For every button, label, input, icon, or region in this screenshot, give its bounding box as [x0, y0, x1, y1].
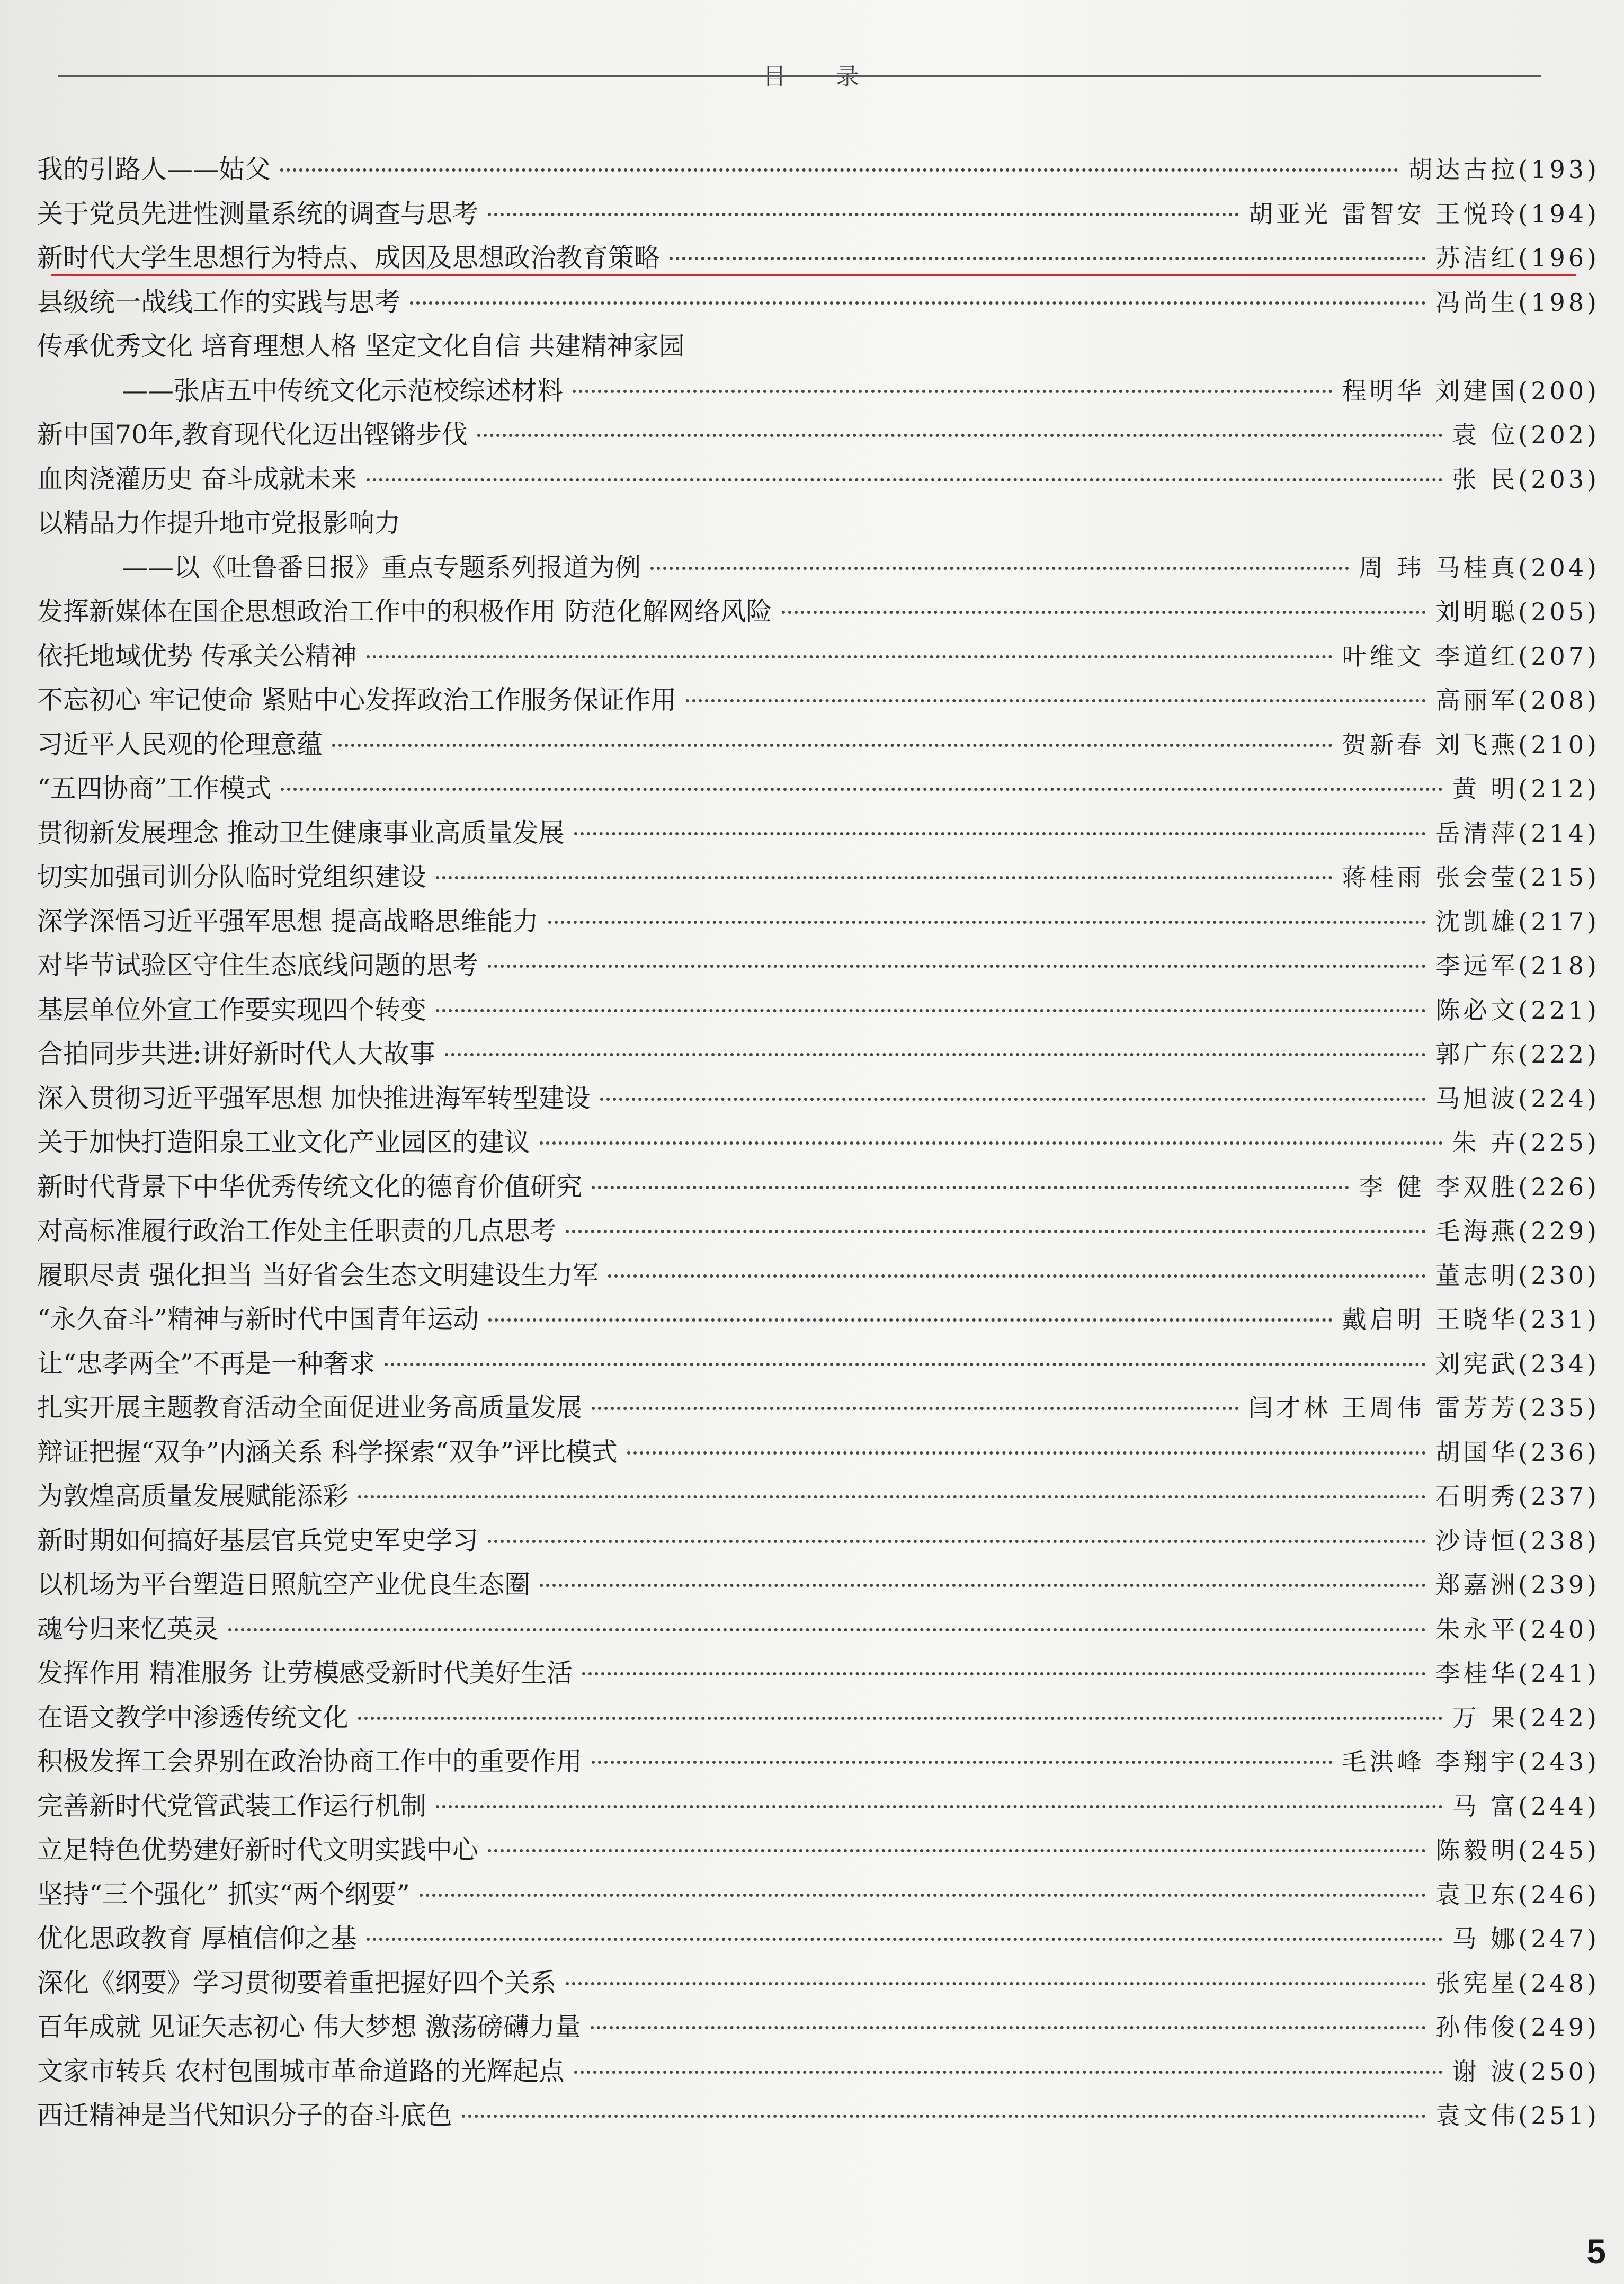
- toc-entry: [37, 236, 1600, 280]
- toc-entry-author-page: 叶维文 李道红(207): [1342, 641, 1600, 671]
- toc-entry: [37, 546, 1600, 590]
- toc-entry: [37, 634, 1600, 679]
- toc-leader-dots: [574, 832, 1426, 835]
- toc-entry: [37, 678, 1600, 722]
- toc-entry: [37, 1916, 1600, 1961]
- toc-leader-dots: [592, 1407, 1239, 1410]
- toc-entry-title: 基层单位外宣工作要实现四个转变: [37, 994, 427, 1025]
- toc-leader-dots: [566, 1982, 1426, 1985]
- toc-entry-title: 发挥新媒体在国企思想政治工作中的积极作用 防范化解网络风险: [37, 596, 772, 627]
- toc-leader-dots: [488, 213, 1239, 216]
- toc-leader-dots: [592, 1761, 1333, 1764]
- toc-entry: [37, 1165, 1600, 1209]
- toc-entry-author-page: 程明华 刘建国(200): [1342, 376, 1600, 405]
- toc-entry-author-page: 朱永平(240): [1435, 1614, 1600, 1644]
- toc-leader-dots: [686, 699, 1426, 702]
- toc-entry-title: 坚持“三个强化” 抓实“两个纲要”: [37, 1879, 410, 1910]
- toc-entry-title: 我的引路人——姑父: [37, 154, 271, 184]
- toc-entry-author-page: 陈毅明(245): [1435, 1836, 1600, 1864]
- toc-entry: [37, 2049, 1600, 2094]
- toc-entry: [37, 1253, 1600, 1298]
- toc-entry: [37, 1651, 1600, 1696]
- toc-entry-author-page: 郭广东(222): [1435, 1040, 1600, 1068]
- toc-entry-title: 对毕节试验区守住生态底线问题的思考: [37, 950, 479, 980]
- toc-entry: [37, 899, 1600, 944]
- toc-entry-title: 深入贯彻习近平强军思想 加快推进海军转型建设: [37, 1083, 591, 1113]
- toc-leader-dots: [436, 1805, 1443, 1808]
- toc-leader-dots: [358, 1717, 1443, 1720]
- toc-entry-title: 立足特色优势建好新时代文明实践中心: [37, 1835, 479, 1865]
- toc-entry-title: 百年成就 见证矢志初心 伟大梦想 激荡磅礴力量: [37, 2012, 581, 2042]
- toc-entry-title: 在语文教学中渗透传统文化: [37, 1702, 349, 1733]
- toc-entry: [37, 280, 1600, 325]
- toc-leader-dots: [650, 567, 1349, 570]
- toc-entry: [37, 766, 1600, 811]
- toc-entry-title: 新时期如何搞好基层官兵党史军史学习: [37, 1525, 479, 1556]
- toc-entry-author-page: 沙诗恒(238): [1435, 1526, 1600, 1555]
- toc-entry-author-page: 郑嘉洲(239): [1435, 1571, 1600, 1599]
- toc-entry-title: 新中国70年,教育现代化迈出铿锵步伐: [37, 420, 468, 450]
- toc-leader-dots: [608, 1274, 1426, 1278]
- toc-entry-author-page: 苏洁红(196): [1435, 244, 1600, 272]
- toc-entry-author-page: 袁卫东(246): [1435, 1880, 1600, 1909]
- toc-entry-title: 不忘初心 牢记使命 紧贴中心发挥政治工作服务保证作用: [37, 685, 677, 715]
- toc-leader-dots: [540, 1141, 1443, 1145]
- toc-entry-author-page: 胡国华(236): [1435, 1438, 1600, 1467]
- toc-entry-author-page: 岳清萍(214): [1435, 818, 1600, 847]
- toc-entry: [37, 1739, 1600, 1784]
- toc-entry-title: 魂兮归来忆英灵: [37, 1613, 219, 1644]
- toc-leader-dots: [477, 434, 1443, 437]
- toc-entry-author-page: 万 果(242): [1452, 1703, 1600, 1732]
- toc-leader-dots: [367, 655, 1333, 658]
- toc-entry-title: 辩证把握“双争”内涵关系 科学探索“双争”评比模式: [37, 1437, 618, 1467]
- toc-leader-dots: [592, 1186, 1349, 1189]
- toc-entry-author-page: 袁 位(202): [1452, 421, 1600, 449]
- toc-leader-dots: [367, 478, 1443, 481]
- toc-entry-title: 以机场为平台塑造日照航空产业优良生态圈: [37, 1569, 531, 1600]
- toc-leader-dots: [332, 744, 1333, 747]
- toc-entry: [37, 988, 1600, 1032]
- toc-entry-title: ——张店五中传统文化示范校综述材料: [122, 375, 564, 406]
- toc-entry: [37, 1120, 1600, 1165]
- toc-entry: [37, 2005, 1600, 2049]
- toc-entry: [37, 1563, 1600, 1607]
- toc-entry-author-page: 胡达古拉(193): [1408, 155, 1600, 184]
- toc-leader-dots: [670, 257, 1426, 260]
- toc-leader-dots: [582, 1672, 1426, 1675]
- toc-entry: [37, 811, 1600, 855]
- toc-entry-author-page: 朱 卉(225): [1452, 1128, 1600, 1157]
- toc-leader-dots: [420, 1894, 1426, 1897]
- toc-entry-author-page: 胡亚光 雷智安 王悦玲(194): [1248, 199, 1600, 228]
- toc-entry-title: 优化思政教育 厚植信仰之基: [37, 1923, 357, 1953]
- toc-leader-dots: [280, 168, 1398, 172]
- toc-entry-author-page: 闫才林 王周伟 雷芳芳(235): [1248, 1394, 1600, 1422]
- toc-entry-title: 新时代大学生思想行为特点、成因及思想政治教育策略: [37, 243, 661, 273]
- toc-entry-author-page: 冯尚生(198): [1435, 288, 1600, 317]
- toc-entry: [37, 1784, 1600, 1828]
- toc-entry: [37, 192, 1600, 236]
- toc-entry-author-page: 蒋桂雨 张会莹(215): [1342, 863, 1600, 891]
- toc-entry-author-page: 黄 明(212): [1452, 774, 1600, 803]
- toc-leader-dots: [488, 1540, 1426, 1543]
- toc-entry-author-page: 张宪星(248): [1435, 1968, 1600, 1997]
- toc-leader-dots: [488, 965, 1426, 968]
- toc-entry-title: ——以《吐鲁番日报》重点专题系列报道为例: [122, 552, 641, 583]
- toc-entry-author-page: 马旭波(224): [1435, 1084, 1600, 1113]
- toc-entry: [37, 590, 1600, 634]
- toc-entry-author-page: 戴启明 王晓华(231): [1342, 1305, 1600, 1334]
- toc-leader-dots: [627, 1451, 1426, 1455]
- toc-entry-title: 发挥作用 精准服务 让劳模感受新时代美好生活: [37, 1658, 573, 1688]
- toc-entry-title: 深学深悟习近平强军思想 提高战略思维能力: [37, 906, 539, 936]
- toc-entry: [37, 1032, 1600, 1076]
- toc-entry: [37, 1872, 1600, 1917]
- toc-entry-author-page: 刘宪武(234): [1435, 1349, 1600, 1378]
- toc-leader-dots: [566, 1230, 1426, 1233]
- toc-entry-title: 让“忠孝两全”不再是一种奢求: [37, 1348, 376, 1379]
- toc-entry: [37, 943, 1600, 988]
- toc-entry-title: 关于加快打造阳泉工业文化产业园区的建议: [37, 1127, 531, 1157]
- toc-entry-title: 县级统一战线工作的实践与思考: [37, 287, 401, 317]
- toc-entry: [37, 1961, 1600, 2005]
- toc-entry-author-page: 高丽军(208): [1435, 686, 1600, 715]
- toc-leader-dots: [358, 1495, 1426, 1498]
- toc-entry: [37, 1430, 1600, 1475]
- toc-entry-title: 血肉浇灌历史 奋斗成就未来: [37, 463, 357, 494]
- toc-leader-dots: [540, 1584, 1426, 1587]
- toc-entry-author-page: 周 玮 马桂真(204): [1359, 553, 1600, 582]
- toc-entry-title: 习近平人民观的伦理意蕴: [37, 729, 323, 760]
- toc-entry-title: 关于党员先进性测量系统的调查与思考: [37, 198, 479, 229]
- toc-leader-dots: [782, 611, 1426, 614]
- toc-entry: [37, 1519, 1600, 1563]
- toc-leader-dots: [385, 1363, 1426, 1366]
- toc-entry: [37, 324, 1600, 369]
- toc-entry: [37, 1828, 1600, 1872]
- toc-entry-author-page: 马 富(244): [1452, 1791, 1600, 1821]
- toc-entry-author-page: 李远军(218): [1435, 951, 1600, 980]
- toc-entry-author-page: 毛海燕(229): [1435, 1217, 1600, 1245]
- toc-leader-dots: [445, 1053, 1426, 1056]
- toc-entry: [37, 457, 1600, 502]
- toc-leader-dots: [600, 1098, 1426, 1101]
- toc-entry-author-page: 董志明(230): [1435, 1261, 1600, 1290]
- toc-entry: [37, 1386, 1600, 1430]
- toc-entry-title: “五四协商”工作模式: [37, 773, 272, 804]
- toc-entry: [37, 1297, 1600, 1342]
- toc-entry-author-page: 陈必文(221): [1435, 995, 1600, 1024]
- toc-entry-title: 对高标准履行政治工作处主任职责的几点思考: [37, 1216, 557, 1246]
- toc-entry-title: 以精品力作提升地市党报影响力: [37, 508, 401, 538]
- toc-leader-dots: [574, 2071, 1443, 2074]
- toc-leader-dots: [281, 788, 1443, 791]
- toc-entry-author-page: 贺新春 刘飞燕(210): [1342, 730, 1600, 759]
- toc-entry-title: 切实加强司训分队临时党组织建设: [37, 862, 427, 892]
- toc-entry: [37, 147, 1600, 192]
- toc-leader-dots: [436, 1009, 1426, 1012]
- toc-entry-author-page: 张 民(203): [1452, 465, 1600, 494]
- toc-entry: [37, 2093, 1600, 2138]
- toc-entry-author-page: 李桂华(241): [1435, 1659, 1600, 1688]
- toc-entry-author-page: 刘明聪(205): [1435, 597, 1600, 626]
- toc-entry-title: 为敦煌高质量发展赋能添彩: [37, 1481, 349, 1511]
- toc-leader-dots: [488, 1849, 1426, 1852]
- toc-leader-dots: [462, 2115, 1426, 2118]
- toc-entry-title: 合拍同步共进:讲好新时代人大故事: [37, 1039, 435, 1069]
- toc-leader-dots: [548, 921, 1426, 924]
- toc-entry-title: 扎实开展主题教育活动全面促进业务高质量发展: [37, 1393, 583, 1423]
- toc-entry-author-page: 李 健 李双胜(226): [1359, 1172, 1600, 1201]
- toc-entry: [37, 1696, 1600, 1740]
- toc-entry-author-page: 袁文伟(251): [1435, 2101, 1600, 2130]
- toc-entry-title: 新时代背景下中华优秀传统文化的德育价值研究: [37, 1171, 583, 1202]
- toc-entry-title: 履职尽责 强化担当 当好省会生态文明建设生力军: [37, 1260, 599, 1290]
- toc-entry-title: 深化《纲要》学习贯彻要着重把握好四个关系: [37, 1967, 557, 1998]
- toc-entry: [37, 1342, 1600, 1386]
- toc-entry-title: 依托地域优势 传承关公精神: [37, 640, 357, 671]
- toc-entry-author-page: 孙伟俊(249): [1435, 2013, 1600, 2041]
- toc-leader-dots: [436, 876, 1333, 879]
- toc-entry: [37, 722, 1600, 767]
- toc-entry-title: 西迁精神是当代知识分子的奋斗底色: [37, 2100, 453, 2130]
- toc-entry-author-page: 沈凯雄(217): [1435, 907, 1600, 936]
- toc-entry-title: “永久奋斗”精神与新时代中国青年运动: [37, 1304, 479, 1334]
- toc-leader-dots: [573, 390, 1333, 393]
- toc-leader-dots: [488, 1318, 1333, 1322]
- toc-entry: [37, 1209, 1600, 1253]
- toc-leader-dots: [228, 1628, 1426, 1631]
- toc-leader-dots: [410, 301, 1426, 305]
- toc-entry: [37, 413, 1600, 457]
- toc-entry: [37, 855, 1600, 899]
- toc-entry: [37, 501, 1600, 546]
- toc-entry-author-page: 毛洪峰 李翔宇(243): [1342, 1747, 1600, 1776]
- toc-entry-title: 贯彻新发展理念 推动卫生健康事业高质量发展: [37, 817, 565, 848]
- toc-entry: [37, 1474, 1600, 1519]
- page-number: 5: [1586, 2232, 1606, 2271]
- toc-entry: [37, 1607, 1600, 1652]
- header-rule: [58, 75, 1541, 77]
- toc-entry-title: 积极发挥工会界别在政治协商工作中的重要作用: [37, 1746, 583, 1777]
- toc-entry-title: 文家市转兵 农村包围城市革命道路的光辉起点: [37, 2056, 565, 2086]
- page-header-title: 目 录: [763, 63, 880, 90]
- toc-entry-author-page: 马 娜(247): [1452, 1924, 1600, 1953]
- toc-leader-dots: [591, 2026, 1426, 2029]
- toc-entry: [37, 369, 1600, 413]
- red-highlight-underline: [51, 274, 1576, 276]
- toc-leader-dots: [367, 1938, 1443, 1941]
- toc-entry-author-page: 石明秀(237): [1435, 1482, 1600, 1511]
- toc-entry: [37, 1076, 1600, 1121]
- toc-entry-title: 传承优秀文化 培育理想人格 坚定文化自信 共建精神家园: [37, 331, 685, 361]
- table-of-contents: [37, 147, 1600, 2138]
- toc-entry-title: 完善新时代党管武装工作运行机制: [37, 1790, 427, 1821]
- toc-entry-author-page: 谢 波(250): [1452, 2057, 1600, 2086]
